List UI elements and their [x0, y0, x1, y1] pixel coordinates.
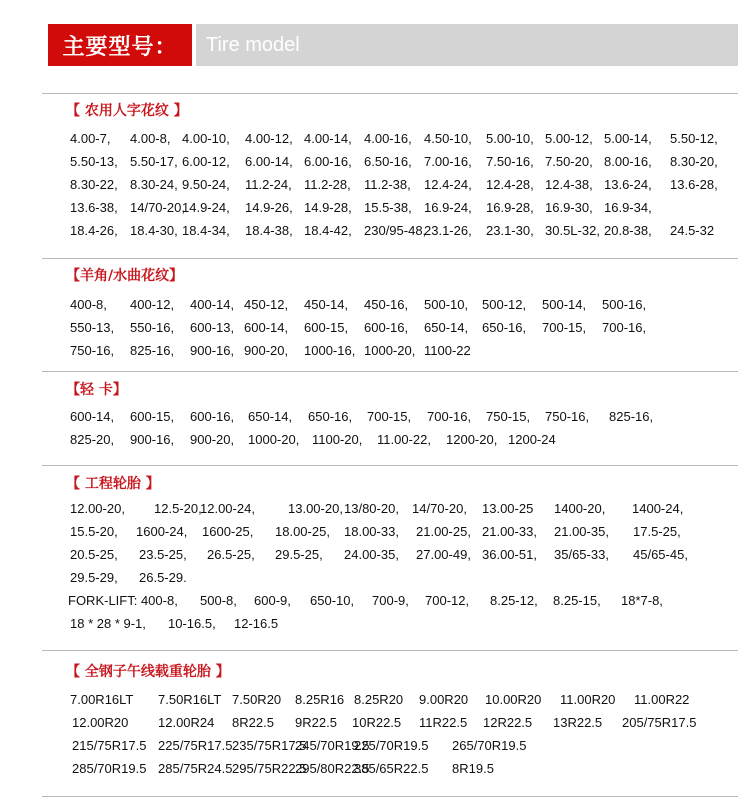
tire-size-item: 18.4-38, [245, 223, 293, 238]
tire-size-item: 11.00R20 [560, 692, 616, 707]
tire-size-item: 14/70-20, [412, 501, 467, 516]
tire-size-item: 18.4-34, [182, 223, 230, 238]
tire-size-item: 27.00-49, [416, 547, 471, 562]
tire-size-item: 750-15, [486, 409, 531, 424]
tire-size-item: 900-20, [244, 343, 289, 358]
tire-size-item: 8.25R16 [295, 692, 345, 707]
tire-size-row [42, 566, 738, 589]
tire-size-item: 6.00-16, [304, 154, 352, 169]
tire-size-item: 450-14, [304, 297, 349, 312]
tire-size-item: 1600-25, [202, 524, 254, 539]
tire-size-item: 13.6-38, [70, 200, 118, 215]
tire-size-row [42, 757, 738, 780]
tire-size-row [42, 497, 738, 520]
tire-size-item: 4.50-10, [424, 131, 472, 146]
tire-size-item: 16.9-24, [424, 200, 472, 215]
tire-size-item: 21.00-25, [416, 524, 471, 539]
tire-size-item: 1000-20, [248, 432, 300, 447]
tire-section-3 [42, 371, 738, 447]
tire-size-item: 245/70R19.5 [295, 738, 370, 753]
tire-size-item: 12.4-28, [486, 177, 534, 192]
tire-size-item: 450-12, [244, 297, 289, 312]
tire-size-item: 4.00-8, [130, 131, 171, 146]
tire-size-item: 14.9-28, [304, 200, 352, 215]
tire-size-item: 700-16, [602, 320, 647, 335]
tire-size-item: 900-20, [190, 432, 235, 447]
tire-size-item: 400-12, [130, 297, 175, 312]
tire-size-item: 12.00R20 [72, 715, 129, 730]
tire-size-item: 18.00-25, [275, 524, 330, 539]
tire-size-item: 1100-22 [424, 343, 471, 358]
tire-size-item: 12.5-20, [154, 501, 202, 516]
tire-size-item: 825-16, [609, 409, 654, 424]
tire-size-item: 20.5-25, [70, 547, 118, 562]
tire-size-item: 17.5-25, [633, 524, 681, 539]
tire-size-item: 1200-24 [508, 432, 556, 447]
tire-size-item: 700-9, [372, 593, 409, 608]
tire-size-item: 8R22.5 [232, 715, 274, 730]
tire-size-item: 12R22.5 [483, 715, 533, 730]
tire-size-item: 5.00-14, [604, 131, 652, 146]
tire-size-item: 400-14, [190, 297, 235, 312]
tire-size-item: 35/65-33, [554, 547, 609, 562]
tire-size-item: 1200-20, [446, 432, 498, 447]
tire-size-item: 550-16, [130, 320, 175, 335]
tire-size-item: 9R22.5 [295, 715, 337, 730]
tire-size-item: 12.00R24 [158, 715, 215, 730]
tire-size-item: 16.9-34, [604, 200, 652, 215]
tire-size-item: 15.5-20, [70, 524, 118, 539]
tire-size-item: 7.50-20, [545, 154, 593, 169]
tire-size-item: 650-10, [310, 593, 355, 608]
tire-size-item: 1000-20, [364, 343, 416, 358]
tire-size-item: 500-14, [542, 297, 587, 312]
tire-size-item: 13.6-28, [670, 177, 718, 192]
tire-size-row [42, 339, 738, 362]
tire-size-row [42, 173, 738, 196]
tire-size-item: 600-16, [364, 320, 409, 335]
tire-size-item: 11.00R22 [634, 692, 690, 707]
tire-size-item: 4.00-14, [304, 131, 352, 146]
tire-size-item: 14.9-26, [245, 200, 293, 215]
tire-size-item: 5.00-12, [545, 131, 593, 146]
tire-size-item: 1400-24, [632, 501, 684, 516]
tire-size-item: 11.2-28, [304, 177, 351, 192]
tire-size-item: 18.00-33, [344, 524, 399, 539]
tire-size-item: 8.30-20, [670, 154, 718, 169]
tire-size-item: 12-16.5 [234, 616, 279, 631]
tire-size-row [42, 428, 738, 451]
section-divider [42, 258, 738, 259]
section-title: 【 工程轮胎 】 [66, 476, 160, 492]
tire-size-item: 265/70R19.5 [452, 738, 527, 753]
tire-size-item: 45/65-45, [633, 547, 688, 562]
tire-size-list [42, 293, 738, 362]
tire-size-item: 12.4-24, [424, 177, 472, 192]
section-divider [42, 93, 738, 94]
tire-size-item: 295/80R22.5 [295, 761, 370, 776]
section-title: 【 全钢子午线载重轮胎 】 [66, 664, 230, 680]
tire-model-header [48, 24, 738, 66]
tire-size-item: 26.5-25, [207, 547, 255, 562]
tire-size-row [42, 734, 738, 757]
tire-size-row [42, 127, 738, 150]
tire-size-item: 10.00R20 [485, 692, 542, 707]
tire-size-row [42, 150, 738, 173]
tire-size-item: 8.30-24, [130, 177, 178, 192]
tire-size-item: 21.00-33, [482, 524, 537, 539]
tire-size-item: 18*7-8, [621, 593, 663, 608]
tire-size-item: 11.2-24, [245, 177, 292, 192]
tire-size-item: 825-16, [130, 343, 175, 358]
tire-size-item: 8.25-15, [553, 593, 601, 608]
tire-size-row [42, 711, 738, 734]
tire-size-item: 230/95-48, [364, 223, 427, 238]
tire-size-item: 24.00-35, [344, 547, 399, 562]
tire-size-item: 1600-24, [136, 524, 188, 539]
tire-size-row [42, 688, 738, 711]
tire-size-item: 600-14, [70, 409, 115, 424]
tire-size-item: 1100-20, [312, 432, 363, 447]
tire-size-item: 18.4-30, [130, 223, 178, 238]
tire-size-item: 6.00-12, [182, 154, 230, 169]
tire-size-row [42, 316, 738, 339]
tire-size-item: 600-15, [130, 409, 175, 424]
tire-size-row [42, 612, 738, 635]
tire-size-item: 11.00-22, [377, 432, 431, 447]
tire-size-row [42, 293, 738, 316]
header-title-cn: 主要型号： [48, 24, 192, 66]
tire-size-item: 12.00-24, [200, 501, 255, 516]
tire-size-item: 23.5-25, [139, 547, 187, 562]
tire-size-item: 11.2-38, [364, 177, 411, 192]
tire-size-item: 4.00-12, [245, 131, 293, 146]
tire-size-item: 1400-20, [554, 501, 606, 516]
tire-size-item: 825-20, [70, 432, 115, 447]
tire-size-item: 600-13, [190, 320, 235, 335]
tire-size-item: 29.5-25, [275, 547, 323, 562]
tire-size-item: 650-16, [308, 409, 353, 424]
header-title-en: Tire model [196, 24, 738, 66]
tire-size-item: 295/75R22.5 [232, 761, 307, 776]
tire-size-row [42, 520, 738, 543]
tire-size-item: 700-15, [542, 320, 587, 335]
tire-size-item: 23.1-26, [424, 223, 472, 238]
tire-section-4 [42, 465, 738, 631]
section-divider [42, 371, 738, 372]
tire-size-item: 10R22.5 [352, 715, 402, 730]
tire-size-item: 36.00-51, [482, 547, 537, 562]
tire-size-list [42, 405, 738, 451]
tire-size-item: 7.00R16LT [70, 692, 134, 707]
tire-size-item: 650-14, [248, 409, 293, 424]
section-title: 【轻 卡】 [66, 382, 127, 398]
tire-size-item: 9.00R20 [419, 692, 469, 707]
tire-size-item: 385/65R22.5 [354, 761, 429, 776]
tire-size-item: 225/70R19.5 [354, 738, 429, 753]
tire-size-item: 20.8-38, [604, 223, 652, 238]
tire-size-item: 5.50-12, [670, 131, 718, 146]
tire-size-item: 500-10, [424, 297, 469, 312]
tire-size-item: 7.50R20 [232, 692, 282, 707]
tire-size-item: 4.00-16, [364, 131, 412, 146]
tire-section-1 [42, 93, 738, 238]
tire-size-item: 6.50-16, [364, 154, 412, 169]
tire-size-item: 7.50-16, [486, 154, 534, 169]
tire-size-row [42, 543, 738, 566]
tire-size-item: 14/70-20, [130, 200, 185, 215]
tire-size-item: 13.00-25 [482, 501, 534, 516]
tire-size-list [42, 497, 738, 635]
tire-size-item: 500-16, [602, 297, 647, 312]
tire-size-item: 5.50-13, [70, 154, 118, 169]
tire-size-item: 550-13, [70, 320, 115, 335]
tire-size-item: 16.9-30, [545, 200, 593, 215]
tire-size-item: 500-12, [482, 297, 527, 312]
tire-size-item: 8.25R20 [354, 692, 404, 707]
tire-size-row [42, 589, 738, 612]
tire-size-item: 400-8, [70, 297, 107, 312]
tire-size-row [42, 405, 738, 428]
tire-size-item: 12.00-20, [70, 501, 125, 516]
tire-section-5 [42, 650, 738, 776]
tire-size-item: 5.50-17, [130, 154, 178, 169]
section-title: 【羊角/水曲花纹】 [66, 268, 184, 284]
tire-size-item: 650-14, [424, 320, 469, 335]
tire-size-row [42, 196, 738, 219]
tire-size-item: 750-16, [70, 343, 115, 358]
tire-size-item: 21.00-35, [554, 524, 609, 539]
tire-size-item: 8.30-22, [70, 177, 118, 192]
tire-size-item: 12.4-38, [545, 177, 593, 192]
tire-size-item: 225/75R17.5 [158, 738, 233, 753]
tire-size-item: 13R22.5 [553, 715, 603, 730]
tire-size-item: 23.1-30, [486, 223, 534, 238]
tire-size-item: 600-9, [254, 593, 291, 608]
tire-size-item: 18.4-42, [304, 223, 352, 238]
tire-size-item: FORK-LIFT: 400-8, [68, 593, 178, 608]
tire-size-item: 13.00-20, [288, 501, 343, 516]
tire-size-item: 600-15, [304, 320, 349, 335]
tire-size-item: 205/75R17.5 [622, 715, 697, 730]
tire-size-item: 13/80-20, [344, 501, 399, 516]
tire-size-item: 16.9-28, [486, 200, 534, 215]
tire-size-item: 4.00-10, [182, 131, 230, 146]
tire-size-item: 600-14, [244, 320, 289, 335]
tire-size-item: 700-15, [367, 409, 412, 424]
tire-size-item: 15.5-38, [364, 200, 412, 215]
section-divider [42, 650, 738, 651]
tire-size-item: 900-16, [130, 432, 175, 447]
tire-size-item: 11R22.5 [419, 715, 468, 730]
tire-size-item: 18.4-26, [70, 223, 118, 238]
tire-size-item: 18 * 28 * 9-1, [70, 616, 146, 631]
tire-size-list [42, 688, 738, 780]
tire-size-item: 9.50-24, [182, 177, 230, 192]
tire-size-item: 14.9-24, [182, 200, 230, 215]
tire-size-item: 1000-16, [304, 343, 356, 358]
tire-size-item: 8.00-16, [604, 154, 652, 169]
tire-size-row [42, 219, 738, 242]
tire-size-item: 7.50R16LT [158, 692, 222, 707]
tire-size-item: 7.00-16, [424, 154, 472, 169]
tire-size-item: 285/75R24.5 [158, 761, 233, 776]
tire-size-item: 750-16, [545, 409, 590, 424]
tire-size-item: 600-16, [190, 409, 235, 424]
tire-size-item: 13.6-24, [604, 177, 652, 192]
tire-size-list [42, 127, 738, 242]
tire-size-item: 10-16.5, [168, 616, 216, 631]
tire-size-item: 700-16, [427, 409, 472, 424]
section-title: 【 农用人字花纹 】 [66, 103, 188, 119]
tire-size-item: 26.5-29. [139, 570, 187, 585]
tire-size-item: 6.00-14, [245, 154, 293, 169]
tire-size-item: 8R19.5 [452, 761, 494, 776]
tire-size-item: 5.00-10, [486, 131, 534, 146]
tire-size-item: 24.5-32 [670, 223, 715, 238]
tire-size-item: 29.5-29, [70, 570, 118, 585]
tire-size-item: 8.25-12, [490, 593, 538, 608]
tire-size-item: 900-16, [190, 343, 235, 358]
tire-size-item: 235/75R17.5 [232, 738, 307, 753]
tire-size-item: 650-16, [482, 320, 527, 335]
tire-size-item: 700-12, [425, 593, 470, 608]
tire-size-item: 450-16, [364, 297, 409, 312]
bottom-divider [42, 796, 738, 797]
tire-size-item: 30.5L-32, [545, 223, 600, 238]
tire-size-item: 285/70R19.5 [72, 761, 147, 776]
tire-size-item: 4.00-7, [70, 131, 111, 146]
tire-section-2 [42, 258, 738, 358]
tire-size-item: 215/75R17.5 [72, 738, 147, 753]
section-divider [42, 465, 738, 466]
tire-size-item: 500-8, [200, 593, 237, 608]
